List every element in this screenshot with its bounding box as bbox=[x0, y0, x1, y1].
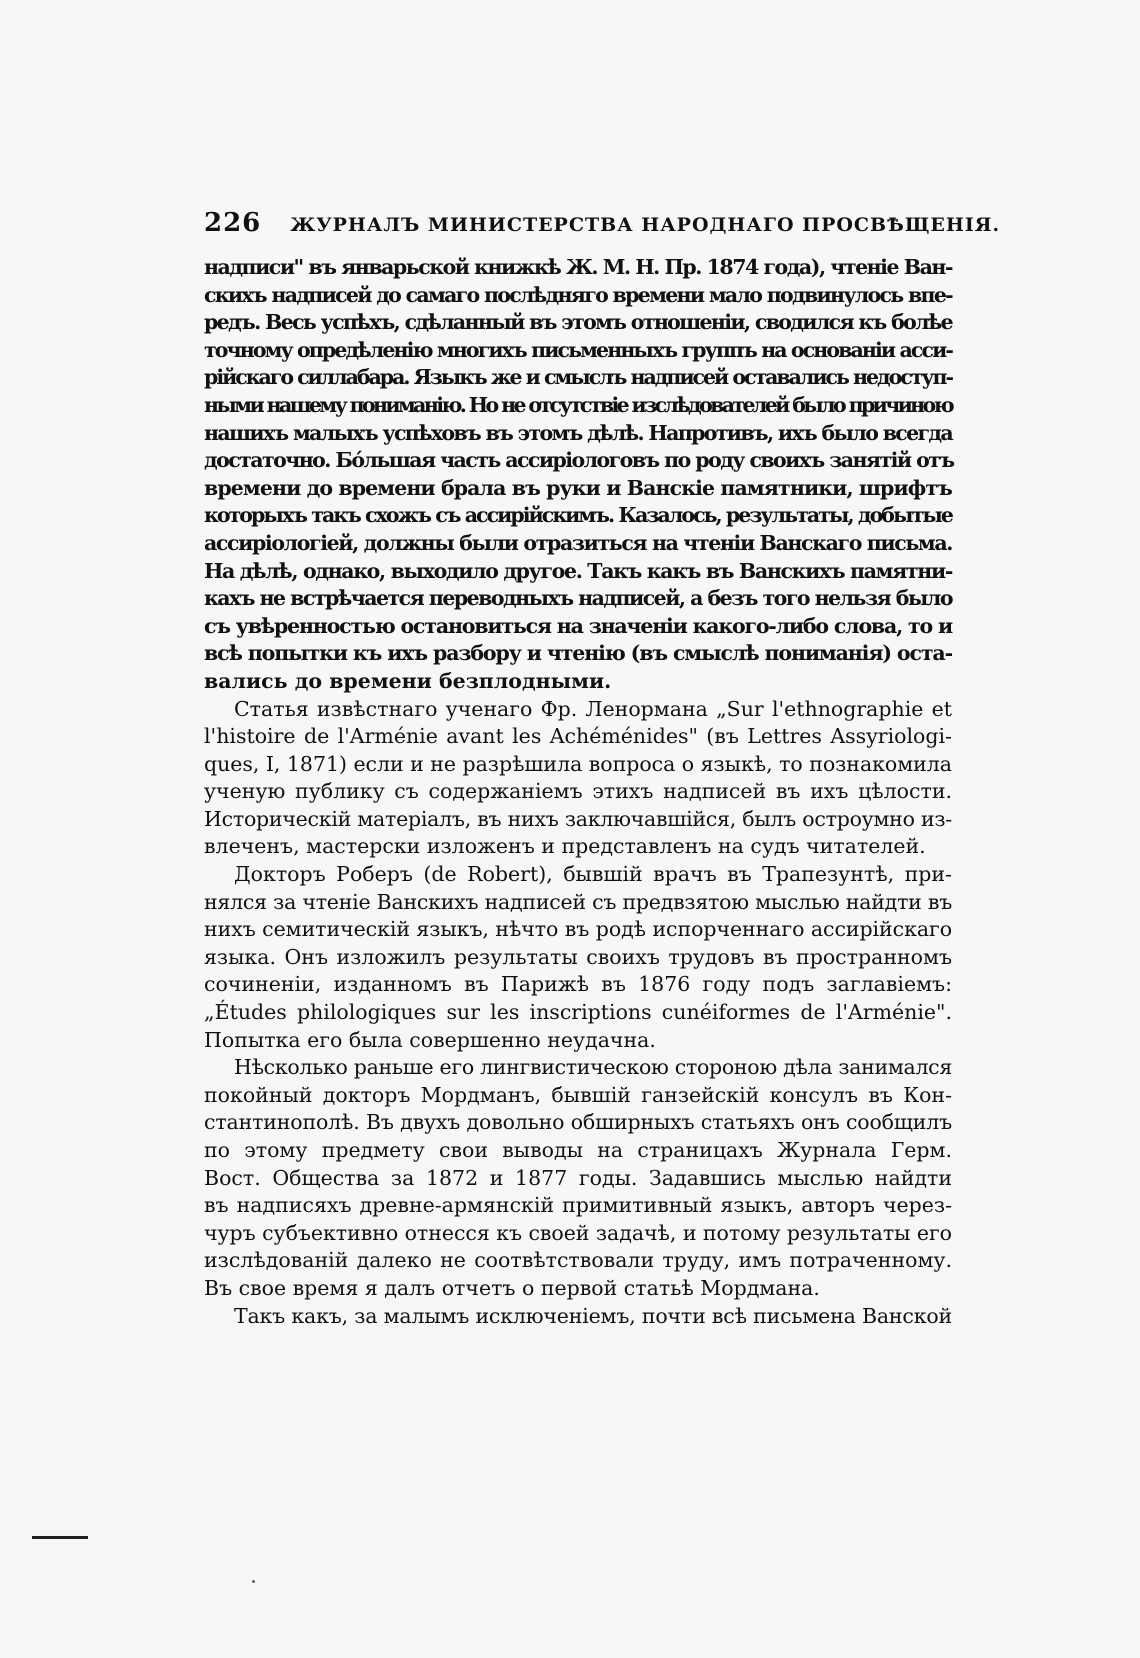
text-line: кахъ не встрѣчается переводныхъ надписей, а безъ того нельзя было bbox=[204, 586, 952, 611]
text-line: съ увѣренностью остановиться на значеніи какого-либо слова, то и bbox=[204, 613, 952, 638]
text-line: чуръ субъективно отнесся къ своей задачѣ, и потому результаты его bbox=[204, 1220, 952, 1245]
text-line: Историческій матеріалъ, въ нихъ заключавшійся, былъ остроумно из- bbox=[204, 806, 952, 831]
page-number: 226 bbox=[204, 208, 262, 238]
text-line: нашихъ малыхъ успѣховъ въ этомъ дѣлѣ. Напротивъ, ихъ было всегда bbox=[204, 420, 952, 445]
text-line: надписи" въ январьской книжкѣ Ж. М. Н. Пр. 1874 года), чтеніе Ван- bbox=[204, 255, 952, 279]
running-title: ЖУРНАЛЪ МИНИСТЕРСТВА НАРОДНАГО ПРОСВѢЩЕНІЯ. bbox=[290, 214, 1001, 236]
text-line: Нѣсколько раньше его лингвистическою стороною дѣла занимался bbox=[234, 1055, 952, 1080]
text-line: Такъ какъ, за малымъ исключеніемъ, почти всѣ письмена Ванской bbox=[234, 1303, 953, 1328]
text-line: влеченъ, мастерски изложенъ и представленъ на судъ читателей. bbox=[204, 834, 926, 859]
text-line: вались до времени безплодными. bbox=[204, 668, 612, 693]
text-line: ученую публику съ содержаніемъ этихъ надписей въ ихъ цѣлости. bbox=[204, 779, 952, 804]
text-line: Докторъ Роберъ (de Robert), бывшій врачъ въ Трапезунтѣ, при- bbox=[234, 862, 952, 887]
text-line: стантинополѣ. Въ двухъ довольно обширныхъ статьяхъ онъ сообщилъ bbox=[204, 1110, 952, 1135]
paragraph bbox=[204, 254, 952, 696]
text-line: которыхъ такъ схожъ съ ассирійскимъ. Казалось, результаты, добытые bbox=[204, 503, 953, 528]
text-line: „Études philologiques sur les inscriptions cunéiformes de l'Arménie". bbox=[204, 1000, 952, 1025]
text-line: редъ. Весь успѣхъ, сдѣланный въ этомъ отношеніи, сводился къ болѣе bbox=[204, 310, 953, 335]
text-line: точному опредѣленію многихъ письменныхъ группъ на основаніи асси- bbox=[204, 337, 952, 362]
text-line: достаточно. Бо́льшая часть ассиріологовъ по роду своихъ занятій отъ bbox=[204, 448, 954, 473]
text-line: изслѣдованій далеко не соотвѣтствовали труду, имъ потраченному. bbox=[204, 1248, 952, 1273]
paragraph bbox=[204, 1054, 952, 1302]
text-line: ными нашему пониманію. Но не отсутствіе изслѣдователей было причиною bbox=[204, 392, 952, 417]
text-line: нихъ семитическій языкъ, нѣчто въ родѣ испорченнаго ассирійскаго bbox=[204, 917, 952, 942]
text-line: На дѣлѣ, однако, выходило другое. Такъ какъ въ Ванскихъ памятни- bbox=[204, 558, 952, 583]
text-line: Попытка его была совершенно неудачна. bbox=[204, 1027, 656, 1052]
text-line: l'histoire de l'Arménie avant les Achéménides" (въ Lettres Assyriologi- bbox=[204, 724, 952, 749]
text-line: Статья извѣстнаго ученаго Фр. Ленормана „Sur l'ethnographie et bbox=[234, 696, 952, 721]
text-line: всѣ попытки къ ихъ разбору и чтенію (въ смыслѣ пониманія) оста- bbox=[204, 641, 952, 666]
text-line: покойный докторъ Мордманъ, бывшій ганзейскій консулъ въ Кон- bbox=[204, 1082, 952, 1107]
text-line: сочиненіи, изданномъ въ Парижѣ въ 1876 году подъ заглавіемъ: bbox=[204, 972, 952, 997]
text-line: ассиріологіей, должны были отразиться на чтеніи Ванскаго письма. bbox=[204, 530, 952, 555]
text-line: языка. Онъ изложилъ результаты своихъ трудовъ въ пространномъ bbox=[204, 944, 952, 969]
text-line: нялся за чтеніе Ванскихъ надписей съ предвзятою мыслью найдти въ bbox=[204, 889, 953, 914]
body-text bbox=[204, 254, 952, 1330]
text-line: Вост. Общества за 1872 и 1877 годы. Задавшись мыслью найдти bbox=[204, 1165, 952, 1190]
text-line: ques, I, 1871) если и не разрѣшила вопроса о языкѣ, то познакомила bbox=[204, 751, 952, 776]
text-line: въ надписяхъ древне-армянскій примитивный языкъ, авторъ через- bbox=[204, 1193, 952, 1218]
text-line: Въ свое время я далъ отчетъ о первой статьѣ Мордмана. bbox=[204, 1275, 820, 1300]
text-line: рійскаго силлабара. Языкъ же и смыслъ надписей оставались недоступ- bbox=[204, 365, 952, 390]
margin-rule bbox=[32, 1536, 88, 1539]
paragraph bbox=[204, 1303, 952, 1331]
paragraph bbox=[204, 861, 952, 1054]
scan-speck bbox=[252, 1580, 255, 1583]
text-line: времени до времени брала въ руки и Ванскіе памятники, шрифтъ bbox=[204, 475, 952, 500]
page-header bbox=[204, 208, 1001, 238]
text-line: по этому предмету свои выводы на страницахъ Журнала Герм. bbox=[204, 1138, 952, 1162]
text-line: скихъ надписей до самаго послѣдняго времени мало подвинулось впе- bbox=[204, 282, 952, 307]
paragraph bbox=[204, 696, 952, 862]
